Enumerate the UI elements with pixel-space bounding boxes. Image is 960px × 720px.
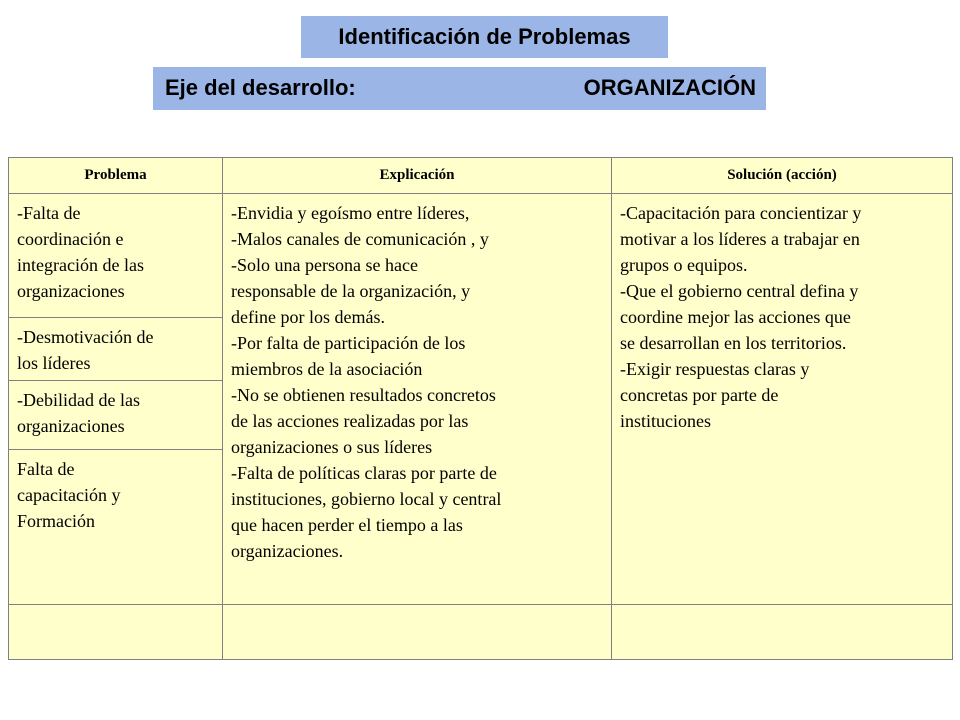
solution-line: -Exigir respuestas claras y	[620, 359, 810, 379]
explanation-line: -No se obtienen resultados concretos	[231, 385, 496, 405]
empty-cell	[612, 605, 953, 660]
problem-3-line-1: -Debilidad de las	[17, 390, 140, 410]
explanation-line: -Malos canales de comunicación , y	[231, 229, 489, 249]
column-header-solucion: Solución (acción)	[612, 158, 953, 194]
column-header-explicacion: Explicación	[223, 158, 612, 194]
solution-cell	[612, 194, 953, 605]
explanation-line: -Solo una persona se hace	[231, 255, 418, 275]
axis-banner	[153, 67, 766, 110]
explanation-line: responsable de la organización, y	[231, 281, 471, 301]
explanation-line: de las acciones realizadas por las	[231, 411, 469, 431]
problem-cell-3	[9, 381, 223, 450]
solution-line: grupos o equipos.	[620, 255, 748, 275]
explanation-cell	[223, 194, 612, 605]
explanation-line: define por los demás.	[231, 307, 385, 327]
table-row	[9, 194, 953, 318]
table-header-row	[9, 158, 953, 194]
problem-3-line-2: organizaciones	[17, 416, 125, 436]
solution-line: coordine mejor las acciones que	[620, 307, 851, 327]
problem-1-line-4: organizaciones	[17, 281, 125, 301]
axis-value: ORGANIZACIÓN	[583, 75, 756, 100]
explanation-line: organizaciones o sus líderes	[231, 437, 433, 457]
problem-4-line-3: Formación	[17, 511, 95, 531]
problem-4-line-1: Falta de	[17, 459, 75, 479]
problem-cell-1	[9, 194, 223, 318]
explanation-line: que hacen perder el tiempo a las	[231, 515, 463, 535]
empty-cell	[223, 605, 612, 660]
empty-cell	[9, 605, 223, 660]
axis-label: Eje del desarrollo:	[165, 75, 356, 100]
solution-line: instituciones	[620, 411, 711, 431]
solution-line: se desarrollan en los territorios.	[620, 333, 847, 353]
problem-2-line-2: los líderes	[17, 353, 91, 373]
explanation-line: -Envidia y egoísmo entre líderes,	[231, 203, 470, 223]
explanation-line: organizaciones.	[231, 541, 344, 561]
explanation-line: -Falta de políticas claras por parte de	[231, 463, 497, 483]
column-header-problema: Problema	[9, 158, 223, 194]
explanation-line: miembros de la asociación	[231, 359, 423, 379]
solution-line: -Que el gobierno central defina y	[620, 281, 859, 301]
solution-line: -Capacitación para concientizar y	[620, 203, 862, 223]
problem-cell-4	[9, 450, 223, 605]
table-row-empty	[9, 605, 953, 660]
problem-cell-2	[9, 318, 223, 381]
page-title	[301, 16, 668, 58]
problem-4-line-2: capacitación y	[17, 485, 121, 505]
solution-line: motivar a los líderes a trabajar en	[620, 229, 860, 249]
explanation-line: -Por falta de participación de los	[231, 333, 466, 353]
solution-line: concretas por parte de	[620, 385, 779, 405]
explanation-line: instituciones, gobierno local y central	[231, 489, 502, 509]
problem-1-line-3: integración de las	[17, 255, 144, 275]
problem-1-line-2: coordinación e	[17, 229, 124, 249]
problem-1-line-1: -Falta de	[17, 203, 81, 223]
problem-2-line-1: -Desmotivación de	[17, 327, 154, 347]
problems-table	[8, 157, 953, 660]
page-title-text: Identificación de Problemas	[338, 24, 631, 49]
